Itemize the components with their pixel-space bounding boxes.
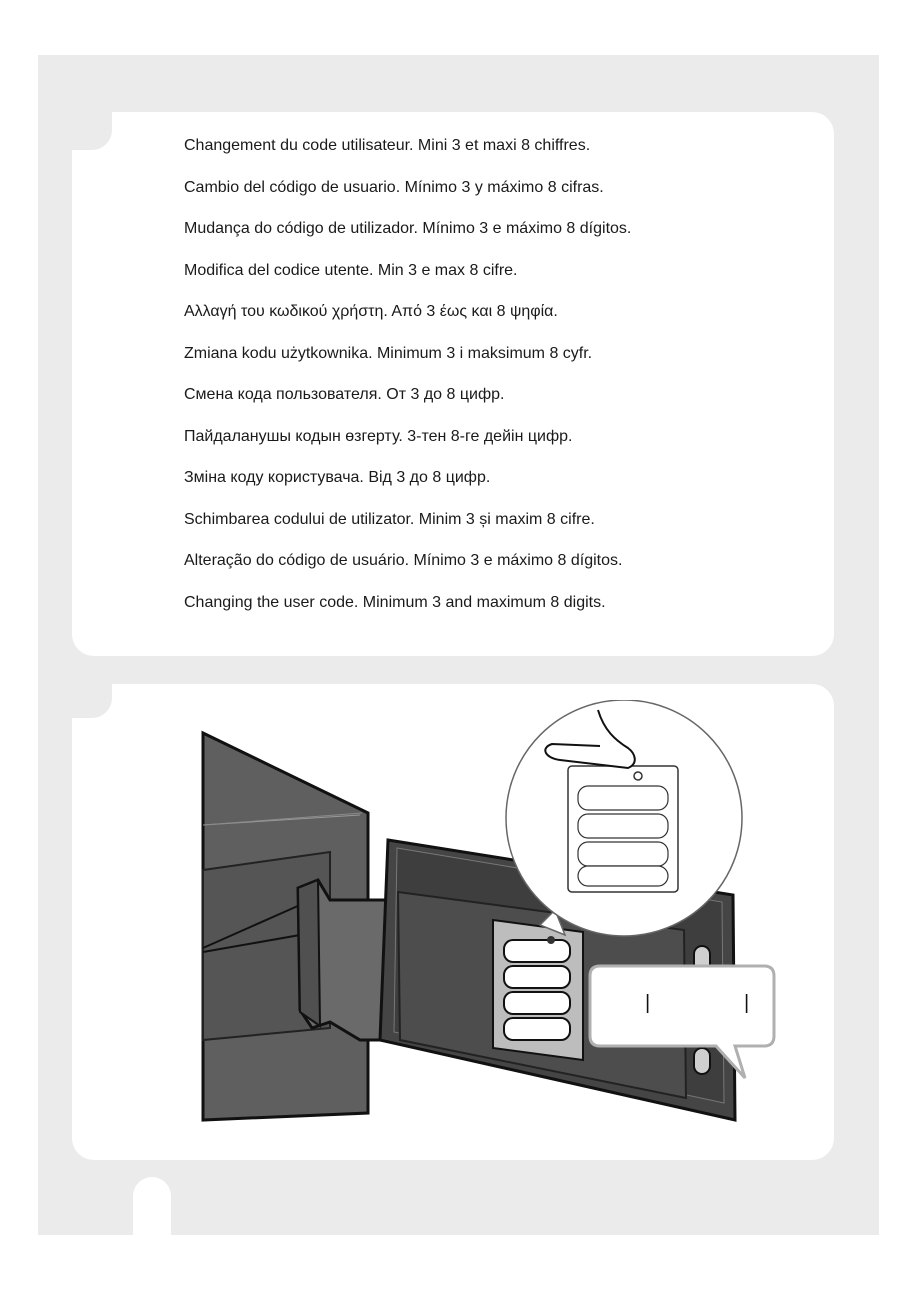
reset-button-icon: [634, 772, 642, 780]
instruction-line-pt-br: Alteração do código de usuário. Mínimo 3 e máximo 8 dígitos.: [184, 552, 623, 569]
battery-compartment: [493, 920, 583, 1060]
bubble-right-mark: |: [744, 992, 750, 1014]
door-bolt: [694, 1048, 710, 1074]
instruction-list: [184, 132, 631, 630]
instruction-line-ru: Смена кода пользователя. От 3 до 8 цифр.: [184, 386, 505, 403]
instruction-line-it: Modifica del codice utente. Min 3 e max 8 cifre.: [184, 261, 518, 279]
instruction-line-el: Αλλαγή του κωδικού χρήστη. Από 3 έως και 8 ψηφία.: [184, 303, 558, 320]
zoom-detail: [506, 700, 742, 936]
bubble-left-mark: |: [645, 992, 651, 1014]
instruction-line-pt: Mudança do código de utilizador. Mínimo 3 e máximo 8 dígitos.: [184, 220, 632, 237]
instruction-line-es: Cambio del código de usuario. Mínimo 3 y máximo 8 cifras.: [184, 178, 604, 196]
instruction-line-en: Changing the user code. Minimum 3 and maximum 8 digits.: [184, 593, 606, 611]
reset-button-icon: [547, 936, 555, 944]
instruction-line-pl: Zmiana kodu użytkownika. Minimum 3 i maksimum 8 cyfr.: [184, 344, 593, 362]
instruction-line-uk: Зміна коду користувача. Від 3 до 8 цифр.: [184, 469, 491, 486]
instruction-line-fr: Changement du code utilisateur. Mini 3 et maxi 8 chiffres.: [184, 137, 591, 154]
instruction-line-kk: Пайдаланушы кодын өзгерту. 3-тен 8-ге дейін цифр.: [184, 427, 573, 445]
page-tab: [133, 1177, 171, 1235]
instruction-line-ro: Schimbarea codului de utilizator. Minim 3 și maxim 8 cifre.: [184, 510, 595, 528]
safe-battery-illustration: [196, 700, 796, 1130]
